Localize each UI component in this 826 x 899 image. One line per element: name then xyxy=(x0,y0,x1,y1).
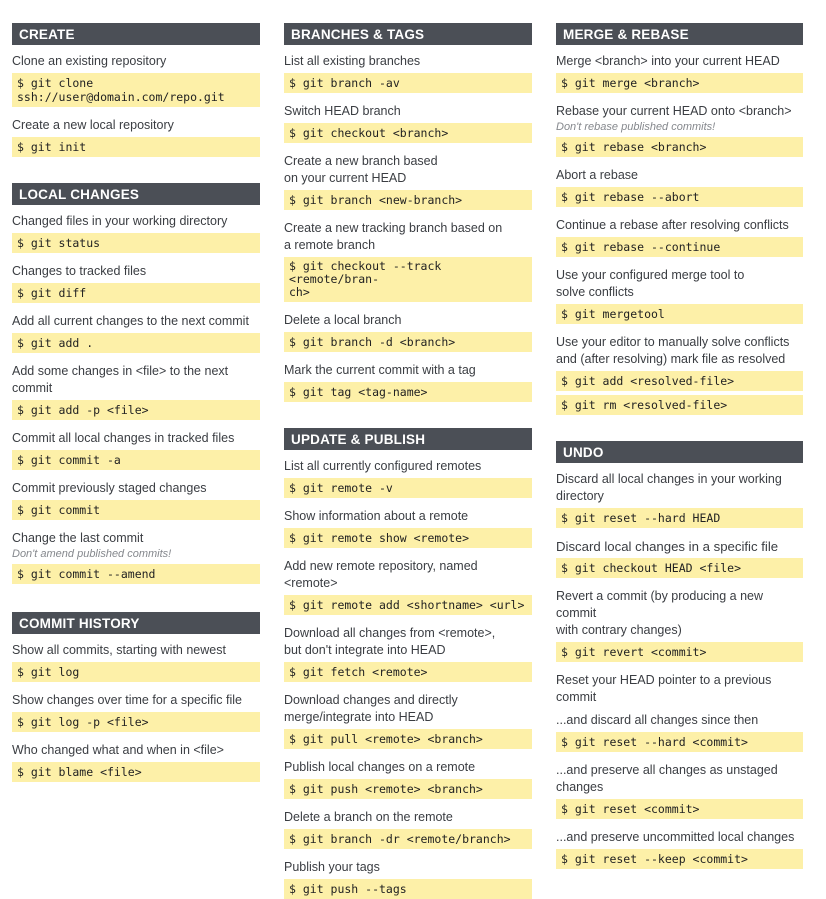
command-snippet: $ git status xyxy=(12,233,260,253)
entry-description: Show information about a remote xyxy=(284,509,469,523)
command-snippet: $ git remote show <remote> xyxy=(284,528,532,548)
command-snippet: $ git rebase <branch> xyxy=(556,137,803,157)
entry-description: Discard all local changes in your working xyxy=(556,472,782,486)
command-snippet: $ git pull <remote> <branch> xyxy=(284,729,532,749)
entry-description-line2: changes xyxy=(556,780,604,794)
command-snippet: $ git branch <new-branch> xyxy=(284,190,532,210)
section-header-update-publish: UPDATE & PUBLISH xyxy=(284,428,532,450)
section-header-undo: UNDO xyxy=(556,441,803,463)
entry-description: Reset your HEAD pointer to a previous commit xyxy=(556,673,772,704)
section-header-branches-tags: BRANCHES & TAGS xyxy=(284,23,532,45)
entry-description: Show all commits, starting with newest xyxy=(12,643,226,657)
entry-description: Delete a branch on the remote xyxy=(284,810,453,824)
entry-description: Switch HEAD branch xyxy=(284,104,401,118)
entry-description-line2: solve conflicts xyxy=(556,285,634,299)
command-snippet: $ git log -p <file> xyxy=(12,712,260,732)
entry-description: Changes to tracked files xyxy=(12,264,147,278)
entry-description-line2: with contrary changes) xyxy=(556,623,682,637)
entry-description: ...and preserve uncommitted local changes xyxy=(556,830,795,844)
entry-description: Mark the current commit with a tag xyxy=(284,363,476,377)
entry-description: Use your configured merge tool to xyxy=(556,268,745,282)
command-line: ch> xyxy=(289,285,310,299)
command-snippet: $ git mergetool xyxy=(556,304,803,324)
entry-description: Commit previously staged changes xyxy=(12,481,207,495)
entry-description: Who changed what and when in <file> xyxy=(12,743,224,757)
entry-description: Add new remote repository, named <remote> xyxy=(284,559,478,590)
command-snippet: $ git fetch <remote> xyxy=(284,662,532,682)
entry-description: Download all changes from <remote>, xyxy=(284,626,496,640)
entry-description: Delete a local branch xyxy=(284,313,402,327)
entry-description: Abort a rebase xyxy=(556,168,638,182)
entry-description: ...and preserve all changes as unstaged xyxy=(556,763,778,777)
command-snippet: $ git branch -dr <remote/branch> xyxy=(284,829,532,849)
entry-description: Publish your tags xyxy=(284,860,380,874)
command-snippet: $ git remote add <shortname> <url> xyxy=(284,595,532,615)
entry-description-line2: on your current HEAD xyxy=(284,171,407,185)
command-snippet: $ git merge <branch> xyxy=(556,73,803,93)
command-snippet: $ git rebase --continue xyxy=(556,237,803,257)
command-snippet: $ git commit xyxy=(12,500,260,520)
command-snippet: $ git add . xyxy=(12,333,260,353)
command-snippet: $ git add <resolved-file> xyxy=(556,371,803,391)
entry-description: Merge <branch> into your current HEAD xyxy=(556,54,780,68)
command-snippet: $ git reset --keep <commit> xyxy=(556,849,803,869)
entry-description-line2: merge/integrate into HEAD xyxy=(284,710,434,724)
entry-description: Changed files in your working directory xyxy=(12,214,228,228)
entry-description: Add some changes in <file> to the next commit xyxy=(12,364,229,395)
entry-description: Change the last commit xyxy=(12,531,144,545)
entry-description: Create a new tracking branch based on xyxy=(284,221,503,235)
command-snippet: $ git branch -av xyxy=(284,73,532,93)
command-snippet: $ git reset --hard HEAD xyxy=(556,508,803,528)
entry-description: Use your editor to manually solve conflicts xyxy=(556,335,790,349)
entry-description: Add all current changes to the next commit xyxy=(12,314,249,328)
column-2 xyxy=(284,23,532,899)
entry-description: Revert a commit (by producing a new commit xyxy=(556,589,764,620)
command-snippet: $ git clone ssh://user@domain.com/repo.git xyxy=(12,73,260,107)
command-snippet: $ git push --tags xyxy=(284,879,532,899)
column-3 xyxy=(556,23,803,869)
entry-description-line2: but don't integrate into HEAD xyxy=(284,643,446,657)
command-snippet: $ git diff xyxy=(12,283,260,303)
command-snippet: $ git revert <commit> xyxy=(556,642,803,662)
command-snippet: $ git tag <tag-name> xyxy=(284,382,532,402)
entry-description: Create a new local repository xyxy=(12,118,174,132)
command-snippet: $ git blame <file> xyxy=(12,762,260,782)
entry-description: ...and discard all changes since then xyxy=(556,713,759,727)
command-snippet: $ git rebase --abort xyxy=(556,187,803,207)
command-snippet: $ git reset <commit> xyxy=(556,799,803,819)
command-snippet: $ git init xyxy=(12,137,260,157)
command-snippet: $ git checkout HEAD <file> xyxy=(556,558,803,578)
section-header-local-changes: LOCAL CHANGES xyxy=(12,183,260,205)
section-header-create: CREATE xyxy=(12,23,260,45)
entry-description: Clone an existing repository xyxy=(12,54,167,68)
command-snippet: $ git log xyxy=(12,662,260,682)
entry-description: Continue a rebase after resolving conflicts xyxy=(556,218,789,232)
entry-description: Rebase your current HEAD onto <branch> xyxy=(556,104,792,118)
section-header-commit-history: COMMIT HISTORY xyxy=(12,612,260,634)
entry-description: Download changes and directly xyxy=(284,693,458,707)
warning-note: Don't rebase published commits! xyxy=(556,121,716,133)
entry-description-line2: a remote branch xyxy=(284,238,376,252)
command-line: $ git checkout --track <remote/bran- xyxy=(289,259,442,286)
command-snippet: $ git remote -v xyxy=(284,478,532,498)
warning-note: Don't amend published commits! xyxy=(12,548,172,560)
command-snippet: $ git commit -a xyxy=(12,450,260,470)
entry-description: List all currently configured remotes xyxy=(284,459,482,473)
entry-description-line2: directory xyxy=(556,489,604,503)
entry-description: Publish local changes on a remote xyxy=(284,760,476,774)
entry-description: List all existing branches xyxy=(284,54,421,68)
entry-description: Discard local changes in a specific file xyxy=(556,539,779,554)
column-1 xyxy=(12,23,260,782)
command-snippet: $ git branch -d <branch> xyxy=(284,332,532,352)
section-header-merge-rebase: MERGE & REBASE xyxy=(556,23,803,45)
command-snippet: $ git rm <resolved-file> xyxy=(556,395,803,415)
entry-description: Create a new branch based xyxy=(284,154,438,168)
entry-description: Commit all local changes in tracked files xyxy=(12,431,235,445)
command-snippet xyxy=(284,257,532,302)
command-snippet: $ git add -p <file> xyxy=(12,400,260,420)
command-snippet: $ git reset --hard <commit> xyxy=(556,732,803,752)
command-snippet: $ git commit --amend xyxy=(12,564,260,584)
command-snippet: $ git checkout <branch> xyxy=(284,123,532,143)
command-snippet: $ git push <remote> <branch> xyxy=(284,779,532,799)
entry-description: Show changes over time for a specific file xyxy=(12,693,242,707)
entry-description-line2: and (after resolving) mark file as resolved xyxy=(556,352,786,366)
